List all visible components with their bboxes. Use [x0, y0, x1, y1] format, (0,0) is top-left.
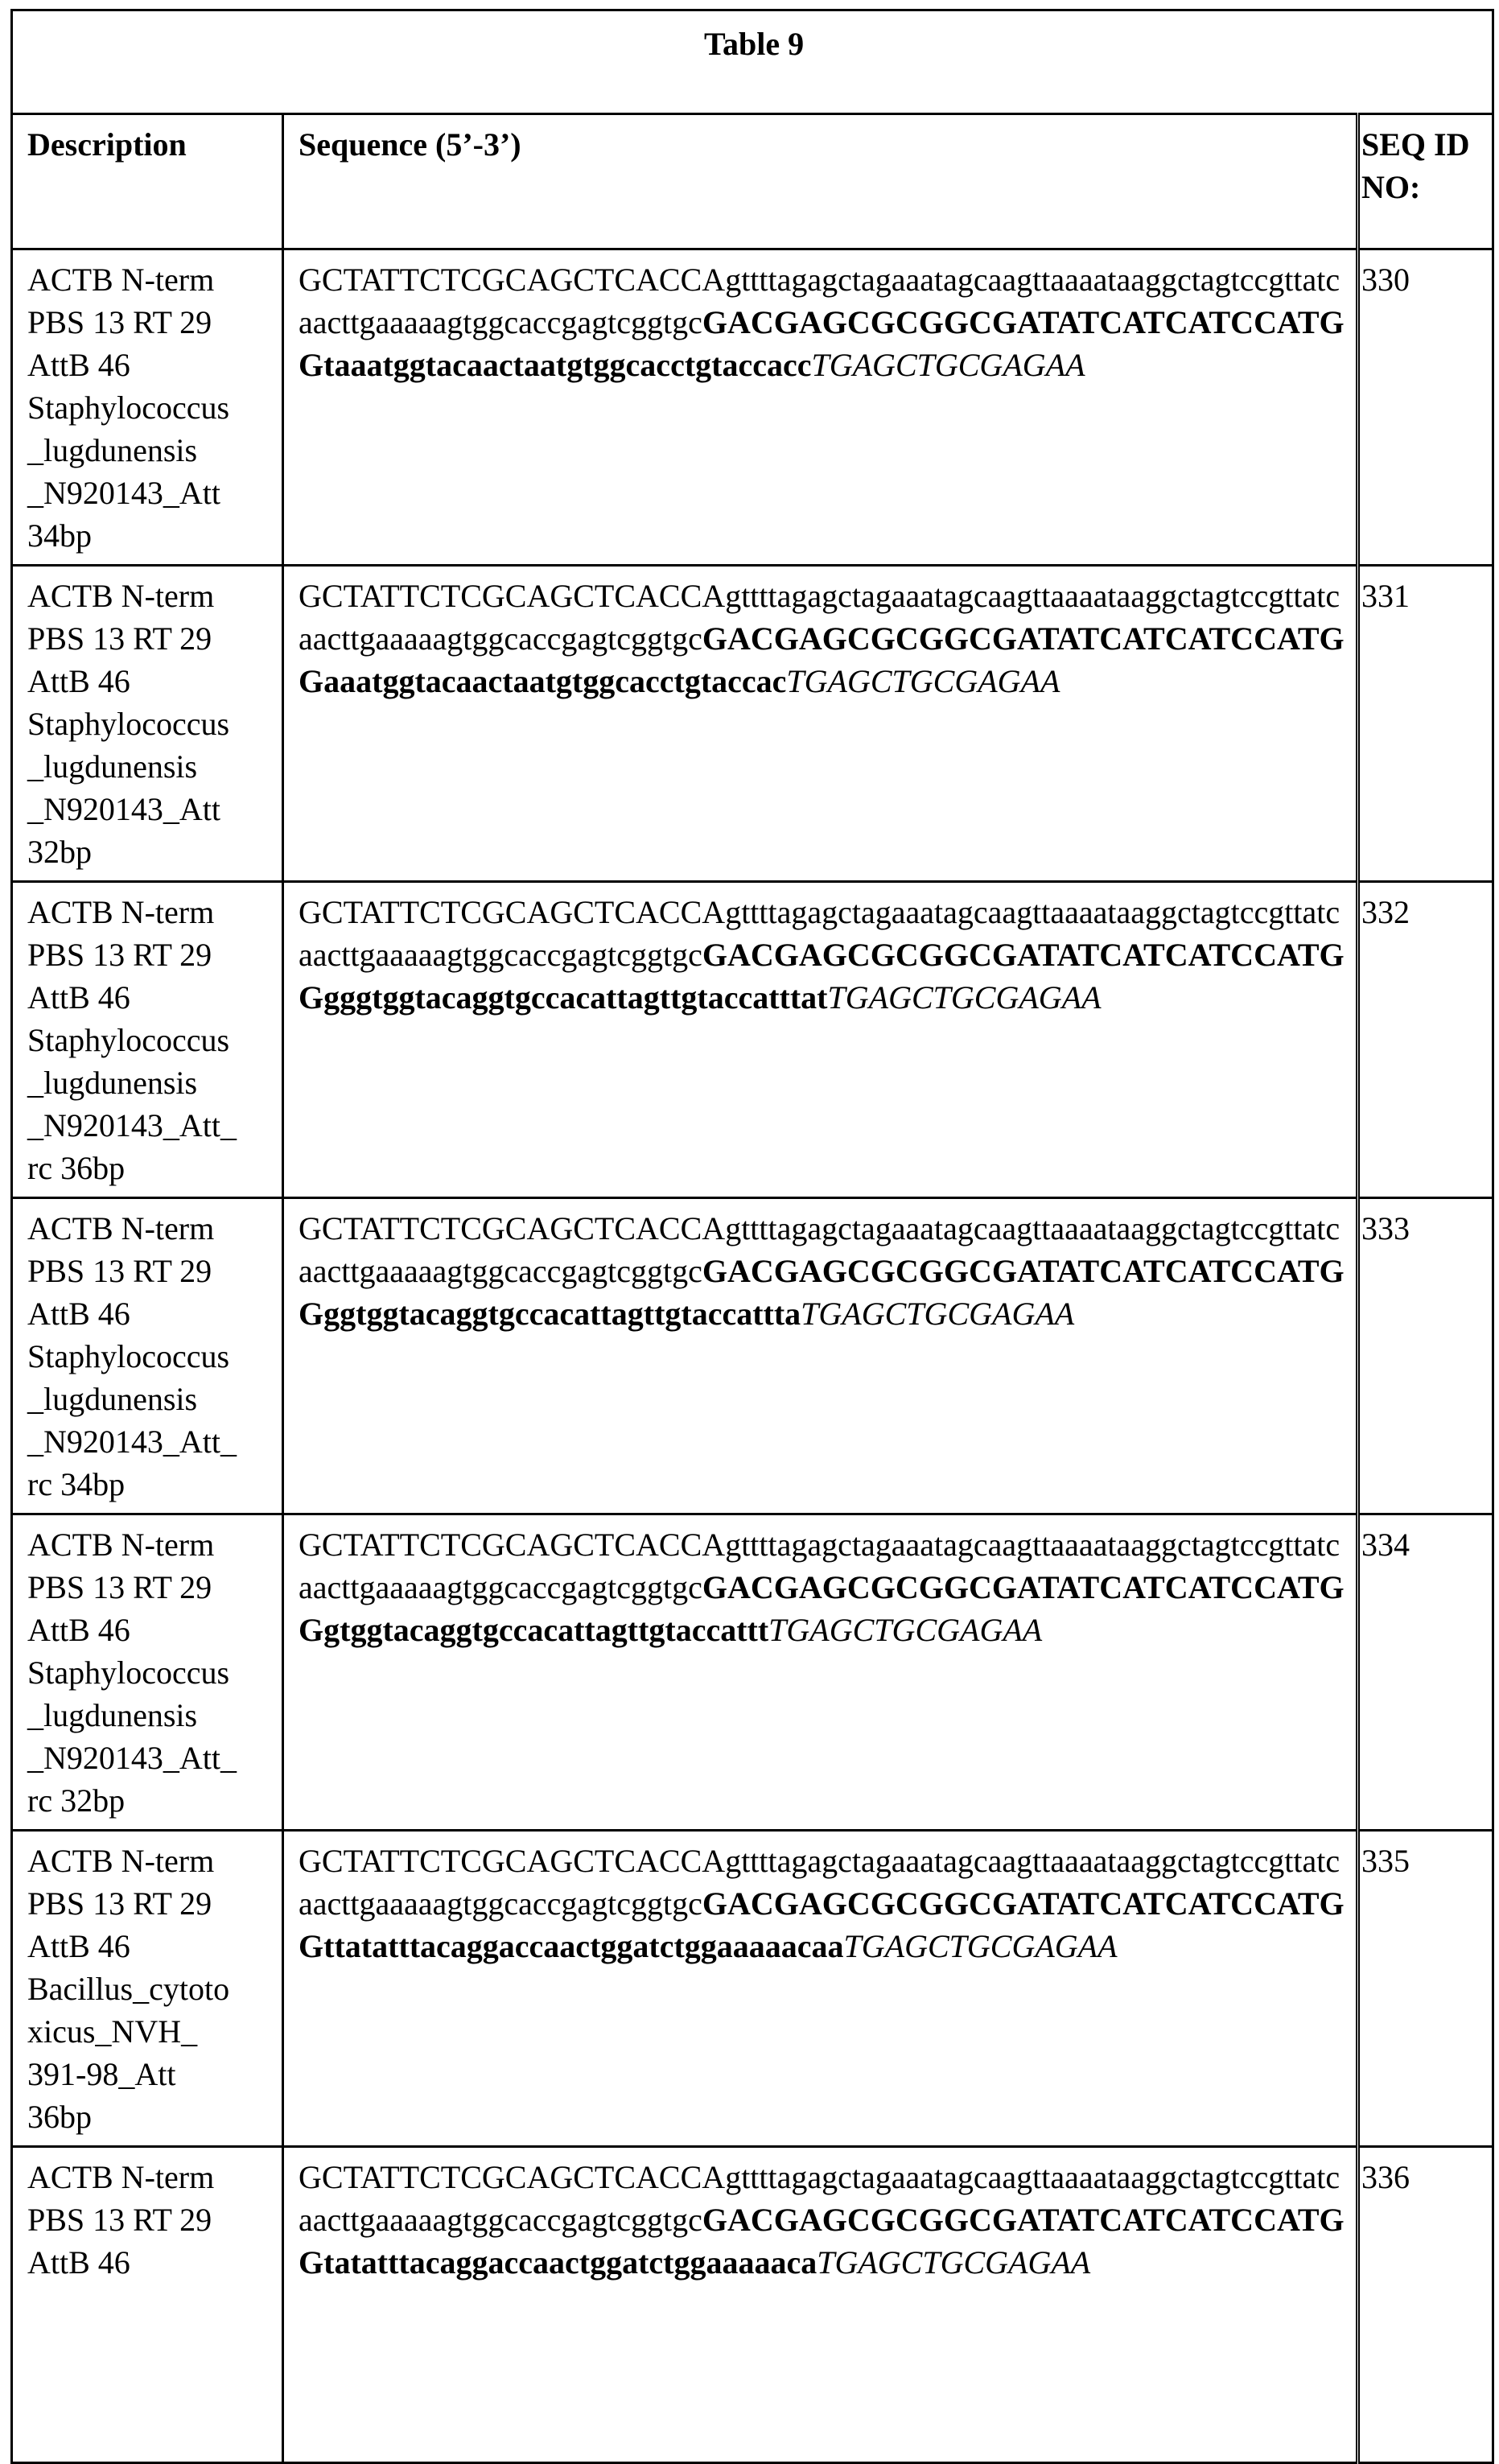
row-sequence [283, 882, 1358, 1198]
table-row [12, 566, 1493, 882]
seq-italic: TGAGCTGCGAGAA [768, 1612, 1042, 1648]
table-row [12, 1198, 1493, 1514]
seq-bold-lower: taaatggtacaactaatgtggcacctgtaccacc [323, 347, 811, 383]
row-description: ACTB N-term PBS 13 RT 29 AttB 46 Staphylococcus _lugdunensis _N920143_Att_ rc 36bp [12, 882, 283, 1198]
row-sequence [283, 1198, 1358, 1514]
seq-bold-lower: gggtggtacaggtgccacattagttgtaccatttat [323, 979, 827, 1016]
row-description: ACTB N-term PBS 13 RT 29 AttB 46 Staphylococcus _lugdunensis _N920143_Att_ rc 34bp [12, 1198, 283, 1514]
row-description: ACTB N-term PBS 13 RT 29 AttB 46 [12, 2147, 283, 2463]
seq-upper: GCTATTCTCGCAGCTCACCA [299, 1210, 725, 1246]
row-seq-id: 333 [1358, 1198, 1493, 1514]
seq-scaffold: gttttagagctagaaatagcaagttaaaataaggctagtccgttatcaacttgaaaaagtggcaccgagtcggtgc [299, 1210, 1340, 1289]
seq-bold: GACGAGCGCGGCGATATCATCATCCATGG [299, 2202, 1345, 2281]
row-sequence [283, 1831, 1358, 2147]
row-seq-id: 336 [1358, 2147, 1493, 2463]
seq-italic: TGAGCTGCGAGAA [786, 663, 1060, 699]
seq-scaffold: gttttagagctagaaatagcaagttaaaataaggctagtccgttatcaacttgaaaaagtggcaccgagtcggtgc [299, 1843, 1340, 1922]
table-row [12, 2147, 1493, 2463]
seq-italic: TGAGCTGCGAGAA [828, 979, 1102, 1016]
row-sequence [283, 249, 1358, 566]
seq-bold-lower: ttatatttacaggaccaactggatctggaaaaacaa [323, 1928, 843, 1964]
seq-italic: TGAGCTGCGAGAA [811, 347, 1085, 383]
seq-scaffold: gttttagagctagaaatagcaagttaaaataaggctagtccgttatcaacttgaaaaagtggcaccgagtcggtgc [299, 2159, 1340, 2238]
sequence-table [10, 9, 1494, 2464]
seq-upper: GCTATTCTCGCAGCTCACCA [299, 894, 725, 930]
seq-bold: GACGAGCGCGGCGATATCATCATCCATGG [299, 304, 1345, 383]
row-seq-id: 331 [1358, 566, 1493, 882]
header-row [12, 114, 1493, 249]
seq-upper: GCTATTCTCGCAGCTCACCA [299, 1527, 725, 1563]
seq-scaffold: gttttagagctagaaatagcaagttaaaataaggctagtccgttatcaacttgaaaaagtggcaccgagtcggtgc [299, 578, 1340, 657]
row-sequence [283, 566, 1358, 882]
row-seq-id: 332 [1358, 882, 1493, 1198]
seq-scaffold: gttttagagctagaaatagcaagttaaaataaggctagtccgttatcaacttgaaaaagtggcaccgagtcggtgc [299, 894, 1340, 973]
seq-bold-lower: ggtggtacaggtgccacattagttgtaccattta [323, 1296, 801, 1332]
seq-upper: GCTATTCTCGCAGCTCACCA [299, 578, 725, 614]
seq-upper: GCTATTCTCGCAGCTCACCA [299, 262, 725, 298]
row-seq-id: 330 [1358, 249, 1493, 566]
row-seq-id: 334 [1358, 1514, 1493, 1831]
row-description: ACTB N-term PBS 13 RT 29 AttB 46 Staphylococcus _lugdunensis _N920143_Att_ rc 32bp [12, 1514, 283, 1831]
table-row [12, 249, 1493, 566]
seq-bold: GACGAGCGCGGCGATATCATCATCCATGG [299, 937, 1345, 1016]
row-description: ACTB N-term PBS 13 RT 29 AttB 46 Staphylococcus _lugdunensis _N920143_Att 32bp [12, 566, 283, 882]
seq-italic: TGAGCTGCGAGAA [801, 1296, 1074, 1332]
seq-bold-lower: tatatttacaggaccaactggatctggaaaaaca [323, 2244, 817, 2281]
row-sequence [283, 2147, 1358, 2463]
seq-italic: TGAGCTGCGAGAA [844, 1928, 1118, 1964]
row-description: ACTB N-term PBS 13 RT 29 AttB 46 Staphylococcus _lugdunensis _N920143_Att 34bp [12, 249, 283, 566]
row-seq-id: 335 [1358, 1831, 1493, 2147]
table-row [12, 1514, 1493, 1831]
seq-upper: GCTATTCTCGCAGCTCACCA [299, 1843, 725, 1879]
header-sequence: Sequence (5’-3’) [283, 114, 1358, 249]
row-description: ACTB N-term PBS 13 RT 29 AttB 46 Bacillus_cytoto xicus_NVH_ 391-98_Att 36bp [12, 1831, 283, 2147]
seq-bold-lower: gtggtacaggtgccacattagttgtaccattt [323, 1612, 768, 1648]
seq-bold-lower: aaatggtacaactaatgtggcacctgtaccac [323, 663, 786, 699]
table-row [12, 882, 1493, 1198]
seq-bold: GACGAGCGCGGCGATATCATCATCCATGG [299, 1569, 1345, 1648]
seq-bold: GACGAGCGCGGCGATATCATCATCCATGG [299, 1885, 1345, 1964]
table-row [12, 1831, 1493, 2147]
seq-scaffold: gttttagagctagaaatagcaagttaaaataaggctagtccgttatcaacttgaaaaagtggcaccgagtcggtgc [299, 262, 1340, 340]
seq-italic: TGAGCTGCGAGAA [817, 2244, 1090, 2281]
seq-scaffold: gttttagagctagaaatagcaagttaaaataaggctagtccgttatcaacttgaaaaagtggcaccgagtcggtgc [299, 1527, 1340, 1605]
header-seq-id: SEQ ID NO: [1358, 114, 1493, 249]
seq-upper: GCTATTCTCGCAGCTCACCA [299, 2159, 725, 2195]
seq-bold: GACGAGCGCGGCGATATCATCATCCATGG [299, 1253, 1345, 1332]
row-sequence [283, 1514, 1358, 1831]
table-title: Table 9 [12, 10, 1493, 114]
header-description: Description [12, 114, 283, 249]
seq-bold: GACGAGCGCGGCGATATCATCATCCATGG [299, 620, 1345, 699]
